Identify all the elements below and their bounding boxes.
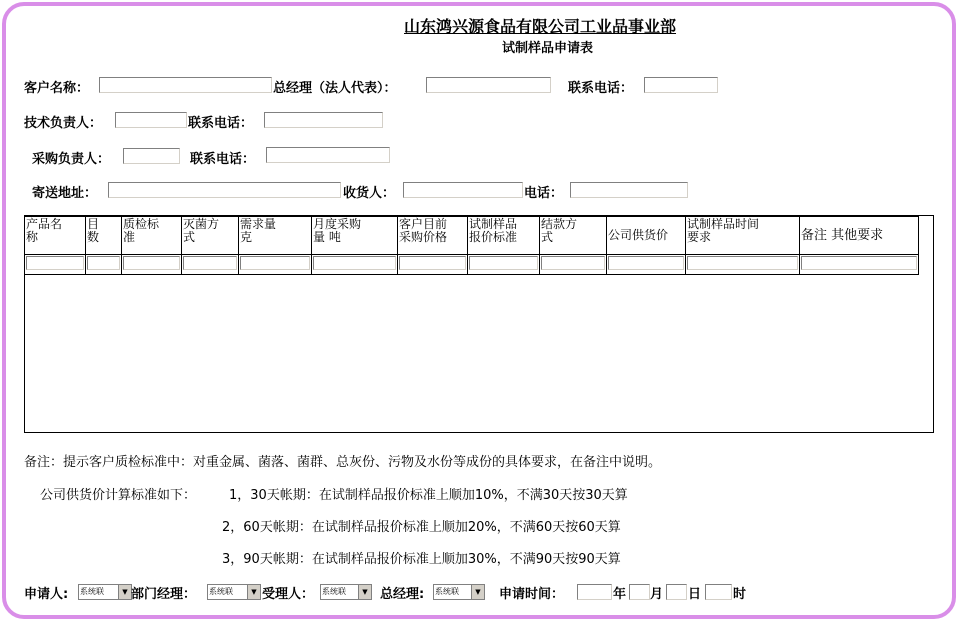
product-input[interactable] <box>26 256 84 270</box>
table-header-row <box>25 217 919 255</box>
remarks-input[interactable] <box>801 256 917 270</box>
purchase-lead-input[interactable] <box>123 148 180 164</box>
receiver-label: 收货人： <box>343 186 396 201</box>
phone-2-label: 联系电话： <box>188 116 254 131</box>
pricing-rule-90: 3，90天帐期：在试制样品报价标准上顺加30%，不满90天按90天算 <box>222 552 621 567</box>
current-price-input[interactable] <box>399 256 466 270</box>
customer-name-input[interactable] <box>99 77 272 93</box>
purchase-lead-label: 采购负责人： <box>32 152 111 167</box>
general-manager-legal-input[interactable] <box>426 77 551 93</box>
qc-standard-input[interactable] <box>123 256 180 270</box>
remark-note: 备注：提示客户质检标准中：对重金属、菌落、菌群、总灰份、污物及水份等成份的具体要求，在备注中说明。 <box>24 455 662 470</box>
company-title: 山东鸿兴源食品有限公司工业品事业部 <box>404 17 677 36</box>
chevron-down-icon: ▼ <box>358 585 371 599</box>
applicant-label: 申请人: <box>24 587 69 602</box>
col-header-supply-price: 公司供货价 <box>607 217 686 255</box>
time-requirement-input[interactable] <box>687 256 798 270</box>
dept-manager-select[interactable]: 系统联 ▼ <box>207 584 261 600</box>
supply-price-input[interactable] <box>608 256 684 270</box>
sterilization-input[interactable] <box>183 256 237 270</box>
payment-input[interactable] <box>541 256 605 270</box>
day-label: 日 <box>688 587 702 602</box>
general-manager-legal-label: 总经理（法人代表）： <box>273 81 397 96</box>
month-label: 月 <box>650 587 664 602</box>
phone-1-label: 联系电话： <box>568 81 634 96</box>
pricing-intro: 公司供货价计算标准如下： <box>40 488 197 503</box>
col-header-quote-standard: 试制样品 报价标准 <box>468 217 540 255</box>
month-input[interactable] <box>629 584 650 600</box>
general-manager-select[interactable]: 系统联 ▼ <box>433 584 485 600</box>
table-row <box>25 255 919 275</box>
receiver-input[interactable] <box>403 182 523 198</box>
demand-input[interactable] <box>240 256 310 270</box>
pricing-rule-60: 2，60天帐期：在试制样品报价标准上顺加20%，不满60天按60天算 <box>222 520 621 535</box>
form-title: 试制样品申请表 <box>502 41 594 56</box>
phone-3-label: 联系电话： <box>190 152 256 167</box>
col-header-time-requirement: 试制样品时间 要求 <box>686 217 800 255</box>
phone-4-label: 电话： <box>524 186 564 201</box>
hour-label: 时 <box>733 587 747 602</box>
col-header-qc-standard: 质检标 准 <box>122 217 182 255</box>
col-header-current-price: 客户目前 采购价格 <box>398 217 468 255</box>
col-header-payment: 结款方 式 <box>540 217 607 255</box>
tech-lead-input[interactable] <box>115 112 187 128</box>
day-input[interactable] <box>666 584 687 600</box>
dept-manager-label: 部门经理： <box>131 587 197 602</box>
monthly-purchase-input[interactable] <box>313 256 396 270</box>
col-header-remarks: 备注 其他要求 <box>800 217 919 255</box>
phone-3-input[interactable] <box>266 147 390 163</box>
phone-1-input[interactable] <box>644 77 718 93</box>
col-header-product: 产品名 称 <box>25 217 86 255</box>
chevron-down-icon: ▼ <box>247 585 260 599</box>
pricing-rule-30: 1，30天帐期：在试制样品报价标准上顺加10%，不满30天按30天算 <box>229 488 628 503</box>
phone-4-input[interactable] <box>570 182 688 198</box>
apply-time-label: 申请时间： <box>499 587 565 602</box>
mesh-input[interactable] <box>87 256 120 270</box>
general-manager-label: 总经理: <box>380 587 425 602</box>
col-header-demand: 需求量 克 <box>239 217 312 255</box>
chevron-down-icon: ▼ <box>118 585 131 599</box>
tech-lead-label: 技术负责人： <box>24 116 103 131</box>
col-header-sterilization: 灭菌方 式 <box>182 217 239 255</box>
acceptor-label: 受理人： <box>262 587 315 602</box>
customer-name-label: 客户名称： <box>24 81 90 96</box>
acceptor-select[interactable]: 系统联 ▼ <box>320 584 372 600</box>
shipping-address-input[interactable] <box>108 182 341 198</box>
applicant-select[interactable]: 系统联 ▼ <box>78 584 132 600</box>
col-header-monthly-purchase: 月度采购 量 吨 <box>312 217 398 255</box>
shipping-address-label: 寄送地址： <box>32 186 98 201</box>
chevron-down-icon: ▼ <box>471 585 484 599</box>
quote-standard-input[interactable] <box>469 256 538 270</box>
items-table <box>24 216 919 275</box>
year-input[interactable] <box>577 584 612 600</box>
year-label: 年 <box>613 587 627 602</box>
phone-2-input[interactable] <box>264 112 383 128</box>
col-header-mesh: 目 数 <box>86 217 122 255</box>
hour-input[interactable] <box>705 584 732 600</box>
